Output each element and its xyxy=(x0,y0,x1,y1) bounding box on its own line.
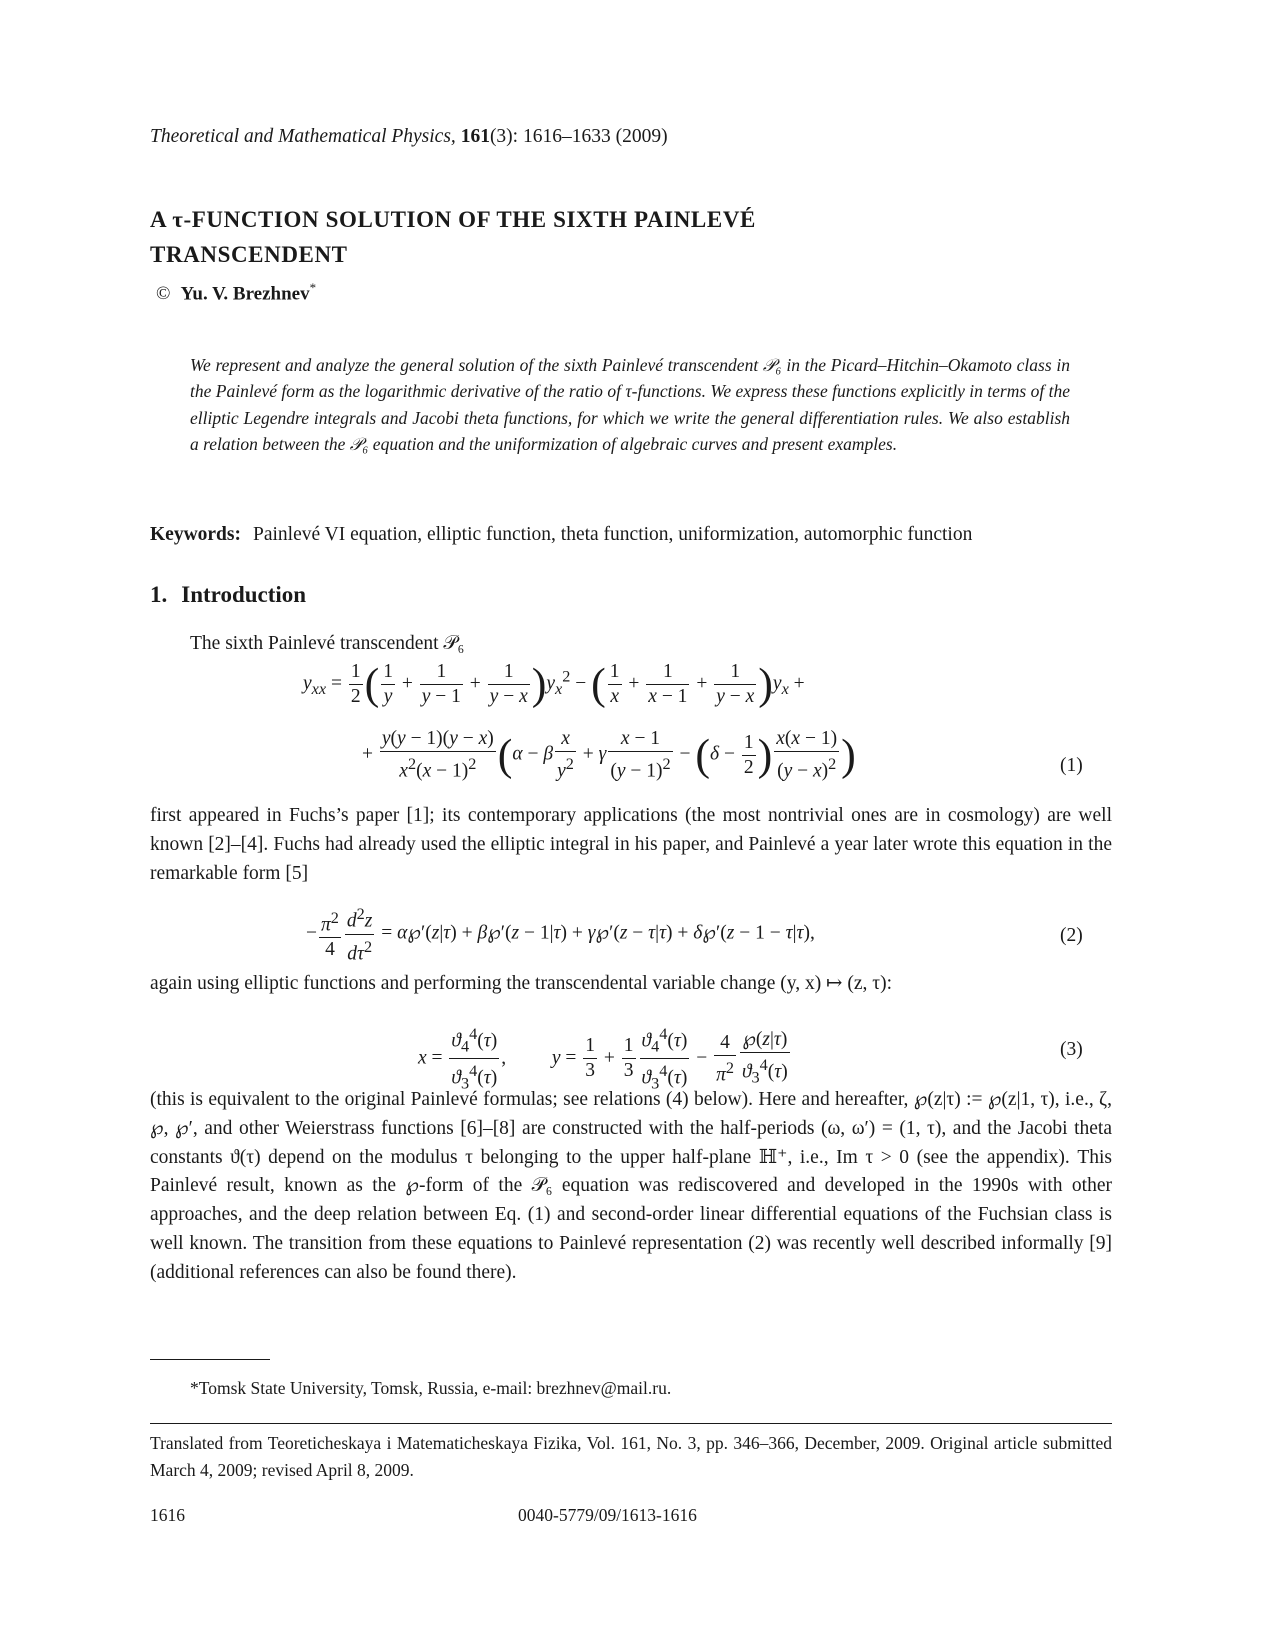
journal-name: Theoretical and Mathematical Physics, xyxy=(150,126,456,147)
journal-volume: 161 xyxy=(460,126,490,147)
equation-number-1: (1) xyxy=(1060,755,1083,776)
keywords-label: Keywords: xyxy=(150,524,241,545)
author-footnote-mark: * xyxy=(309,280,317,295)
journal-citation xyxy=(150,126,668,148)
equation-2: − $\frac{\pi^2}{4}$ $\frac{d^2z}{d\tau^2}$ = α℘′(z|τ) + β℘′(z − 1|τ) + γ℘′(z − τ|τ) + δ℘′(z − 1 − τ|τ), xyxy=(306,905,815,964)
section-number: 1. xyxy=(150,582,168,607)
abstract: We represent and analyze the general solution of the sixth Painlevé transcendent 𝒫₆ in the Picard–Hitchin–Okamoto class in the Painlevé form as the logarithmic derivative of the ratio of τ-functions. We express these functions explicitly in terms of the elliptic Legendre integrals and Jacobi theta functions, for which we write the general differentiation rules. We also establish a relation between the 𝒫₆ equation and the uniformization of algebraic curves and present examples. xyxy=(190,355,1070,454)
translation-rule xyxy=(150,1423,1112,1424)
paragraph-2: again using elliptic functions and performing the transcendental variable change (y, x) ↦ (z, τ): xyxy=(150,973,892,994)
title-line-1: A τ-FUNCTION SOLUTION OF THE SIXTH PAINLEVÉ xyxy=(150,207,756,232)
keywords-text: Painlevé VI equation, elliptic function, theta function, uniformization, automorphic function xyxy=(253,524,973,545)
translation-note: Translated from Teoreticheskaya i Matematicheskaya Fizika, Vol. 161, No. 3, pp. 346–366, December, 2009. Original article submitted March 4, 2009; revised April 8, 2009. xyxy=(150,1433,1112,1480)
equation-3: x = $\frac{ϑ_4^4(\tau)}{ϑ_3^4(\tau)}$ , y = $\frac{1}{3}$ + $\frac{1}{3}$ $\frac{ϑ_4^4(\tau)}{ϑ_3^4(\tau)}$ − $\frac{4}{\pi^2}$ $\frac{℘(z|\tau)}{ϑ_3^4(\tau)}$ xyxy=(418,1022,792,1096)
section-heading xyxy=(150,582,306,608)
section-title: Introduction xyxy=(181,582,307,607)
title-line-2: TRANSCENDENT xyxy=(150,242,348,267)
author-name: Yu. V. Brezhnev xyxy=(180,283,310,305)
equation-1-line-1: $y_{xx}$ = $\frac{1}{2}$ ( $\frac{1}{y}$ + $\frac{1}{y - 1}$ + $\frac{1}{y - x}$ )$y_x^2$ − ( $\frac{1}{x}$ + $\frac{1}{x - 1}$ + $\frac{1}{y - x}$ )$y_x$ + xyxy=(303,659,805,709)
footnote-rule xyxy=(150,1359,270,1360)
equation-1-line-2: + $\frac{y(y - 1)(y - x)}{x^2(x - 1)^2}$ (α − β $\frac{x}{y^2}$ + γ $\frac{x - 1}{(y - 1)^2}$ − (δ − $\frac{1}{2}$ ) $\frac{x(x - 1)}{(y - x)^2}$ ) xyxy=(362,728,856,782)
copyright-symbol: © xyxy=(156,283,171,305)
equation-number-2: (2) xyxy=(1060,925,1083,946)
journal-issue-pages: (3): 1616–1633 (2009) xyxy=(489,126,668,147)
footnote: *Tomsk State University, Tomsk, Russia, e-mail: brezhnev@mail.ru. xyxy=(190,1378,672,1398)
paragraph-1: first appeared in Fuchs’s paper [1]; its contemporary applications (the most nontrivial ones are in cosmology) are well known [2]–[4]. Fuchs had already used the elliptic integral in his paper, and Painlevé a year later wrote this equation in the remarkable form [5] xyxy=(150,805,1112,884)
intro-sentence: The sixth Painlevé transcendent 𝒫₆ xyxy=(190,633,465,654)
paper-title xyxy=(150,202,970,272)
keywords xyxy=(150,524,972,546)
document-code: 0040-5779/09/1613-1616 xyxy=(518,1505,697,1525)
paragraph-3: (this is equivalent to the original Painlevé formulas; see relations (4) below). Here and hereafter, ℘(z|τ) := ℘(z|1, τ), i.e., ζ, ℘, ℘′, and other Weierstrass functions [6]–[8] are constructed with the half-periods (ω, ω′) = (1, τ), and the Jacobi theta constants ϑ(τ) depend on the modulus τ belonging to the upper half-plane ℍ⁺, i.e., Im τ > 0 (see the appendix). This Painlevé result, known as the ℘-form of the 𝒫₆ equation was rediscovered and developed in the 1990s with other approaches, and the deep relation between Eq. (1) and second-order linear differential equations of the Fuchsian class is well known. The transition from these equations to Painlevé representation (2) was recently well described informally [9] (additional references can also be found there). xyxy=(150,1089,1112,1283)
equation-number-3: (3) xyxy=(1060,1039,1083,1060)
page-number: 1616 xyxy=(150,1505,185,1525)
author-line xyxy=(156,280,316,305)
